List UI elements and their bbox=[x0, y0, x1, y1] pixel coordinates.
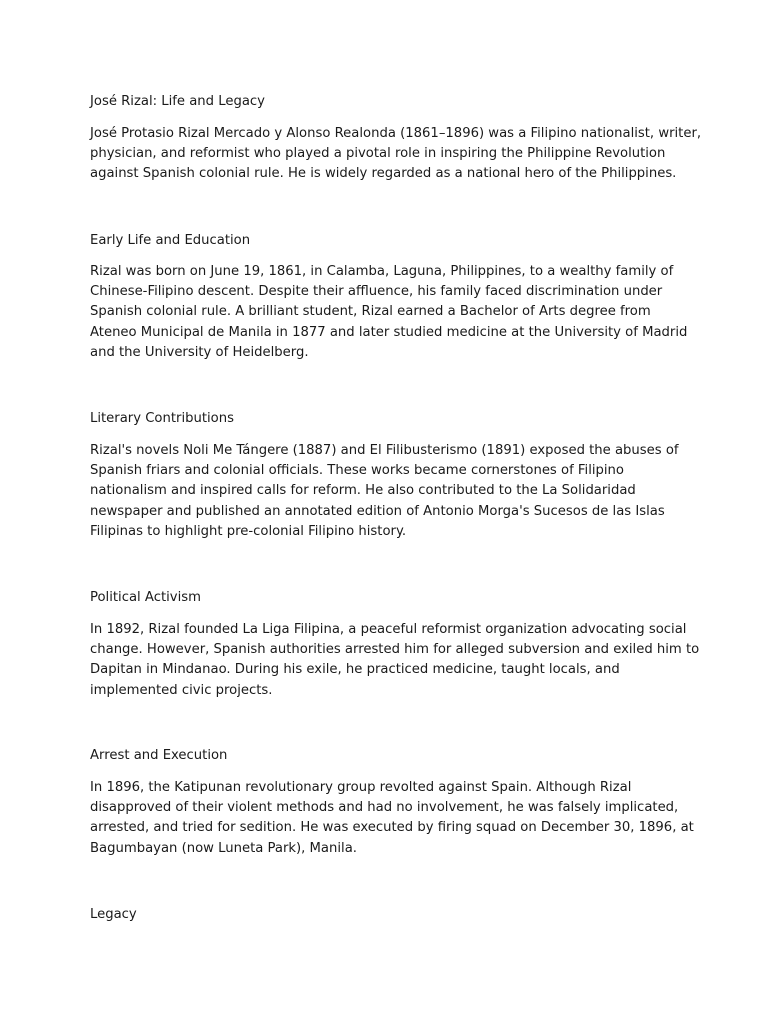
section-heading-political: Political Activism bbox=[90, 590, 201, 605]
paragraph-line: and the University of Heidelberg. bbox=[90, 344, 309, 360]
paragraph-line: implemented civic projects. bbox=[90, 682, 273, 698]
paragraph-line: Spanish colonial rule. A brilliant student, Rizal earned a Bachelor of Arts degree from bbox=[90, 304, 651, 320]
arrest-paragraph bbox=[90, 778, 694, 859]
paragraph-line: José Protasio Rizal Mercado y Alonso Realonda (1861–1896) was a Filipino nationalist, writer, bbox=[90, 126, 702, 141]
paragraph-line: Dapitan in Mindanao. During his exile, he practiced medicine, taught locals, and bbox=[90, 662, 620, 678]
paragraph-line: Bagumbayan (now Luneta Park), Manila. bbox=[90, 840, 357, 856]
paragraph-line: In 1896, the Katipunan revolutionary group revolted against Spain. Although Rizal bbox=[90, 780, 632, 795]
literary-paragraph bbox=[90, 441, 690, 542]
paragraph-line: Spanish friars and colonial officials. These works became cornerstones of Filipino bbox=[90, 463, 624, 479]
section-heading-legacy: Legacy bbox=[90, 907, 137, 922]
paragraph-line: Filipinas to highlight pre-colonial Filipino history. bbox=[90, 523, 407, 539]
paragraph-line: change. However, Spanish authorities arrested him for alleged subversion and exiled him to bbox=[90, 642, 700, 658]
section-heading-arrest: Arrest and Execution bbox=[90, 748, 228, 763]
paragraph-line: Rizal's novels Noli Me Tángere (1887) and El Filibusterismo (1891) exposed the abuses of bbox=[90, 443, 679, 458]
section-heading-early-life: Early Life and Education bbox=[90, 233, 251, 248]
paragraph-line: In 1892, Rizal founded La Liga Filipina, a peaceful reformist organization advocating social bbox=[90, 622, 687, 637]
paragraph-line: Chinese-Filipino descent. Despite their affluence, his family faced discrimination under bbox=[90, 284, 663, 300]
paragraph-line: physician, and reformist who played a pivotal role in inspiring the Philippine Revolution bbox=[90, 146, 666, 162]
paragraph-line: disapproved of their violent methods and had no involvement, he was falsely implicated, bbox=[90, 800, 679, 816]
paragraph-line: nationalism and inspired calls for reform. He also contributed to the La Solidaridad bbox=[90, 483, 636, 499]
paragraph-line: Rizal was born on June 19, 1861, in Calamba, Laguna, Philippines, to a wealthy family of bbox=[90, 264, 674, 279]
section-heading-literary: Literary Contributions bbox=[90, 411, 234, 426]
paragraph-line: newspaper and published an annotated edition of Antonio Morga's Sucesos de las Islas bbox=[90, 503, 665, 519]
paragraph-line: Ateneo Municipal de Manila in 1877 and later studied medicine at the University of Madrid bbox=[90, 324, 688, 340]
intro-paragraph bbox=[90, 124, 702, 185]
paragraph-line: against Spanish colonial rule. He is widely regarded as a national hero of the Philippines. bbox=[90, 166, 677, 182]
document-title: José Rizal: Life and Legacy bbox=[90, 94, 265, 109]
early-life-paragraph bbox=[90, 262, 690, 363]
paragraph-line: arrested, and tried for sedition. He was executed by firing squad on December 30, 1896, at bbox=[90, 820, 694, 836]
political-paragraph bbox=[90, 620, 700, 701]
